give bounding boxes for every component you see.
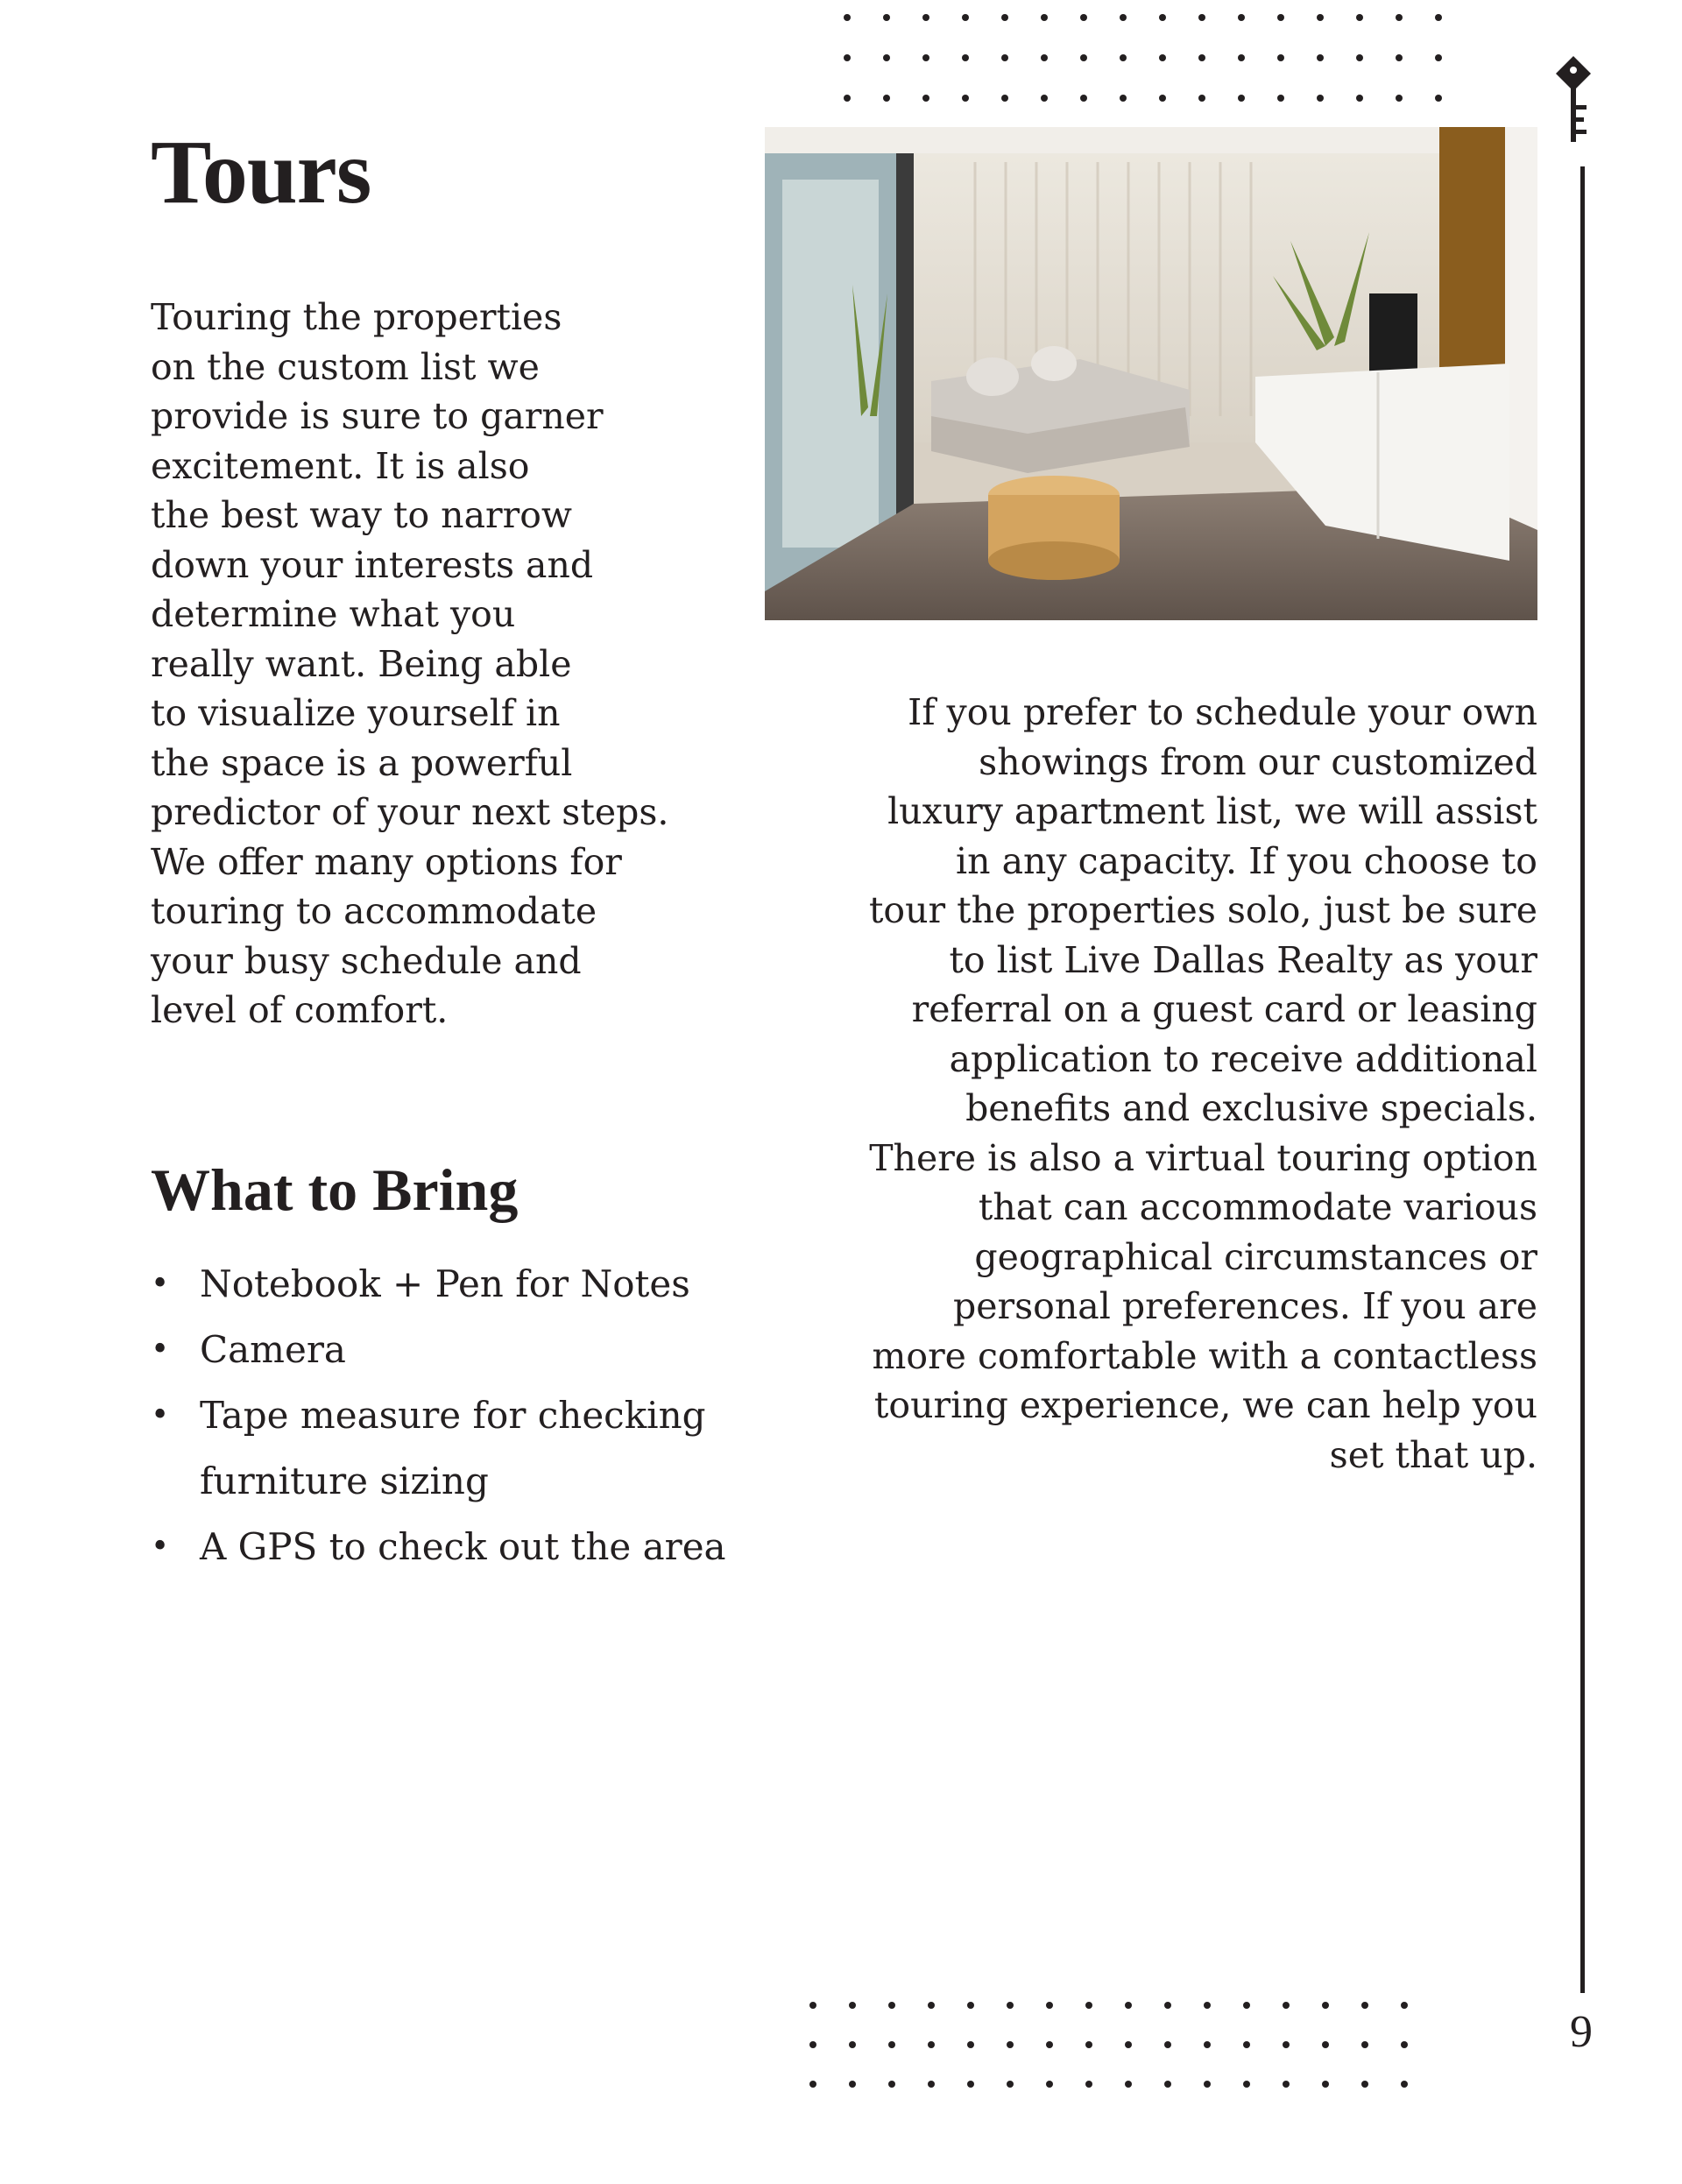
text-line: to list Live Dallas Realty as your — [949, 938, 1537, 981]
text-line: your busy schedule and — [151, 939, 582, 982]
dot — [1085, 2002, 1092, 2009]
dot — [1125, 2081, 1132, 2088]
text-line: on the custom list we — [151, 345, 540, 388]
dot — [1401, 2081, 1408, 2088]
key-icon — [1547, 54, 1600, 145]
text-line: referral on a guest card or leasing — [911, 988, 1537, 1030]
text-line: more comfortable with a contactless — [872, 1334, 1537, 1377]
list-item — [151, 1514, 726, 1580]
dot — [1361, 2041, 1368, 2048]
dot — [1401, 2002, 1408, 2009]
text-line: touring experience, we can help you — [873, 1384, 1537, 1426]
list-item — [151, 1317, 711, 1382]
dot — [1080, 14, 1087, 21]
text-line: Touring the properties — [151, 296, 562, 338]
dot — [1317, 14, 1324, 21]
dot — [1159, 95, 1166, 102]
dot — [1001, 95, 1008, 102]
dot — [1243, 2041, 1250, 2048]
list-item — [151, 1251, 711, 1317]
dot — [809, 2041, 816, 2048]
dot — [928, 2041, 935, 2048]
text-line: tour the properties solo, just be sure — [868, 889, 1537, 931]
text-line: excitement. It is also — [151, 444, 530, 487]
list-item-text: furniture sizing — [200, 1460, 489, 1502]
dot — [1007, 2002, 1014, 2009]
dot — [1085, 2041, 1092, 2048]
dot — [1396, 95, 1403, 102]
dot — [1164, 2002, 1171, 2009]
dot — [883, 54, 890, 61]
dot — [1361, 2002, 1368, 2009]
dot-pattern-bottom — [809, 2002, 1408, 2088]
dot — [844, 14, 851, 21]
text-line: personal preferences. If you are — [953, 1285, 1537, 1327]
dot — [1198, 14, 1205, 21]
dot — [1283, 2002, 1290, 2009]
dot — [1356, 54, 1363, 61]
text-line: down your interests and — [151, 543, 594, 586]
dot — [1277, 14, 1284, 21]
dot — [962, 14, 969, 21]
dot — [1164, 2081, 1171, 2088]
dot — [1046, 2002, 1053, 2009]
text-line: showings from our customized — [979, 740, 1537, 783]
dot — [1396, 14, 1403, 21]
what-to-bring-list — [151, 1251, 726, 1580]
dot — [1198, 54, 1205, 61]
dot — [922, 54, 929, 61]
dot — [1283, 2081, 1290, 2088]
bullet-icon: • — [151, 1266, 170, 1302]
dot — [1317, 54, 1324, 61]
text-line: determine what you — [151, 593, 516, 635]
text-line: really want. Being able — [151, 642, 572, 685]
dot — [1356, 14, 1363, 21]
bullet-icon: • — [151, 1397, 170, 1433]
dot — [1238, 95, 1245, 102]
text-line: geographical circumstances or — [974, 1235, 1537, 1278]
text-line: in any capacity. If you choose to — [956, 839, 1537, 882]
dot — [1204, 2041, 1211, 2048]
text-line: There is also a virtual touring option — [869, 1136, 1537, 1179]
dot — [1322, 2081, 1329, 2088]
list-item-text: A GPS to check out the area — [200, 1525, 726, 1568]
bullet-icon: • — [151, 1332, 170, 1368]
text-line: level of comfort. — [151, 989, 449, 1031]
schedule-paragraph — [841, 688, 1537, 1480]
dot — [1204, 2002, 1211, 2009]
text-line: to visualize yourself in — [151, 692, 561, 734]
dot — [1001, 54, 1008, 61]
dot-pattern-top — [844, 14, 1442, 102]
dot — [1283, 2041, 1290, 2048]
dot — [849, 2081, 856, 2088]
dot — [1238, 14, 1245, 21]
dot — [967, 2041, 974, 2048]
bullet-icon: • — [151, 1529, 170, 1565]
dot — [1046, 2041, 1053, 2048]
dot — [888, 2081, 895, 2088]
text-line: We offer many options for — [151, 840, 622, 883]
list-item-text: Notebook + Pen for Notes — [200, 1262, 690, 1305]
dot — [1238, 54, 1245, 61]
dot — [962, 95, 969, 102]
dot — [1125, 2041, 1132, 2048]
dot — [809, 2081, 816, 2088]
text-line: the space is a powerful — [151, 741, 573, 784]
dot — [1041, 54, 1048, 61]
dot — [1159, 54, 1166, 61]
dot — [1120, 14, 1127, 21]
dot — [1041, 14, 1048, 21]
dot — [922, 14, 929, 21]
dot — [1401, 2041, 1408, 2048]
dot — [1125, 2002, 1132, 2009]
vertical-rule — [1580, 166, 1585, 1993]
dot — [1164, 2041, 1171, 2048]
dot — [1277, 54, 1284, 61]
dot — [1041, 95, 1048, 102]
text-line: that can accommodate various — [978, 1186, 1537, 1228]
text-line: application to receive additional — [949, 1037, 1537, 1080]
text-line: benefits and exclusive specials. — [965, 1087, 1537, 1129]
dot — [1198, 95, 1205, 102]
dot — [962, 54, 969, 61]
dot — [928, 2002, 935, 2009]
dot — [1159, 14, 1166, 21]
dot — [809, 2002, 816, 2009]
dot — [1243, 2081, 1250, 2088]
dot — [1243, 2002, 1250, 2009]
text-line: the best way to narrow — [151, 494, 572, 536]
dot — [1080, 95, 1087, 102]
living-room-photo — [765, 127, 1537, 620]
dot — [883, 14, 890, 21]
dot — [1435, 14, 1442, 21]
dot — [888, 2041, 895, 2048]
dot — [1120, 95, 1127, 102]
text-line: touring to accommodate — [151, 890, 597, 932]
dot — [1322, 2002, 1329, 2009]
dot — [844, 54, 851, 61]
dot — [1435, 95, 1442, 102]
page-number: 9 — [1570, 2007, 1593, 2057]
dot — [928, 2081, 935, 2088]
dot — [883, 95, 890, 102]
dot — [1120, 54, 1127, 61]
dot — [967, 2081, 974, 2088]
text-line: set that up. — [1329, 1433, 1537, 1476]
intro-paragraph — [151, 293, 694, 1035]
dot — [922, 95, 929, 102]
dot — [1204, 2081, 1211, 2088]
dot — [1356, 95, 1363, 102]
list-item — [151, 1382, 711, 1514]
dot — [1085, 2081, 1092, 2088]
dot — [1007, 2041, 1014, 2048]
dot — [849, 2002, 856, 2009]
dot — [1361, 2081, 1368, 2088]
dot — [1317, 95, 1324, 102]
dot — [849, 2041, 856, 2048]
dot — [1080, 54, 1087, 61]
what-to-bring-heading: What to Bring — [151, 1156, 519, 1223]
dot — [1322, 2041, 1329, 2048]
dot — [967, 2002, 974, 2009]
dot — [1435, 54, 1442, 61]
list-item-text: Camera — [200, 1328, 346, 1371]
page-title: Tours — [151, 122, 371, 223]
dot — [1277, 95, 1284, 102]
dot — [1007, 2081, 1014, 2088]
list-item-text: Tape measure for checking — [200, 1394, 706, 1437]
dot — [1396, 54, 1403, 61]
dot — [1046, 2081, 1053, 2088]
dot — [844, 95, 851, 102]
text-line: predictor of your next steps. — [151, 791, 669, 833]
dot — [888, 2002, 895, 2009]
dot — [1001, 14, 1008, 21]
text-line: provide is sure to garner — [151, 395, 604, 437]
text-line: luxury apartment list, we will assist — [887, 790, 1537, 832]
text-line: If you prefer to schedule your own — [908, 691, 1537, 733]
